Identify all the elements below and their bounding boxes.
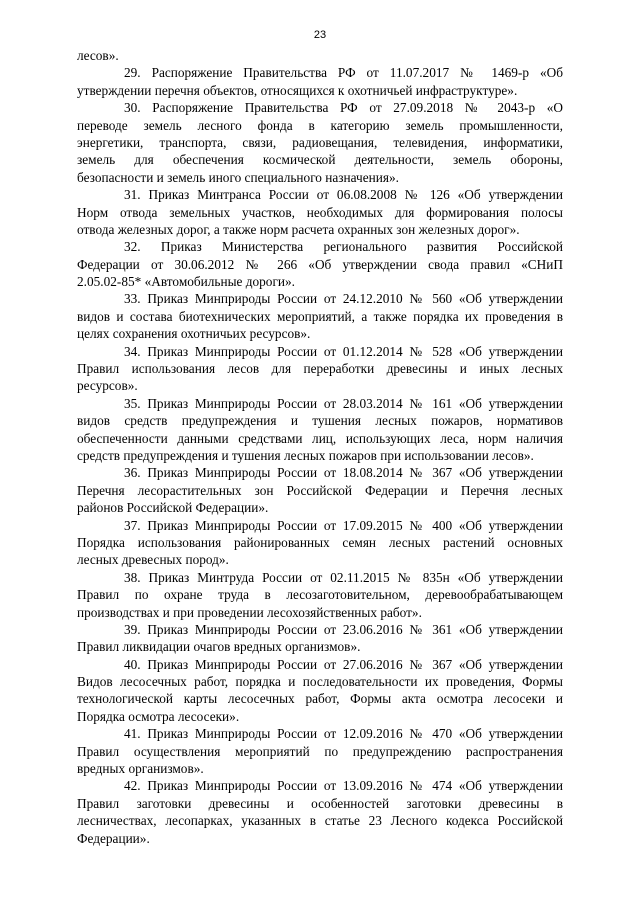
text-line: Правил ликвидации очагов вредных организмов». bbox=[77, 639, 361, 655]
text-line: безопасности и земель иного специального назначения». bbox=[77, 169, 399, 185]
text-line: 2.05.02-85* «Автомобильные дороги». bbox=[77, 274, 295, 290]
text-line: Порядка использования районированных семян лесных растений основных bbox=[77, 534, 563, 550]
text-line: 36. Приказ Минприроды России от 18.08.2014 № 367 «Об утверждении bbox=[124, 465, 563, 481]
text-line: Правил по охране труда в лесозаготовительном, деревообрабатывающем bbox=[77, 587, 563, 603]
text-line: средств предупреждения и тушения лесных пожаров при использовании лесов». bbox=[77, 447, 534, 463]
text-line: видов и состава биотехнических мероприятий, а также порядка их проведения в bbox=[77, 308, 563, 324]
text-line: 29. Распоряжение Правительства РФ от 11.07.2017 № 1469-р «Об bbox=[124, 65, 563, 81]
text-line: целях сохранения охотничьих ресурсов». bbox=[77, 326, 311, 342]
text-line: лесов». bbox=[77, 48, 119, 63]
text-line: Перечня лесорастительных зон Российской Федерации и Перечня лесных bbox=[77, 482, 563, 498]
text-line: 39. Приказ Минприроды России от 23.06.2016 № 361 «Об утверждении bbox=[124, 621, 563, 637]
text-line: 31. Приказ Минтранса России от 06.08.2008 № 126 «Об утверждении bbox=[124, 187, 563, 203]
text-line: Видов лесосечных работ, порядка и последовательности их проведения, Формы bbox=[77, 674, 563, 690]
text-line: 38. Приказ Минтруда России от 02.11.2015 № 835н «Об утверждении bbox=[124, 569, 563, 585]
text-line: отвода железных дорог, а также норм расчета охранных зон железных дорог». bbox=[77, 221, 520, 237]
text-line: Правил использования лесов для переработки древесины и иных лесных bbox=[77, 361, 563, 377]
text-line: 40. Приказ Минприроды России от 27.06.2016 № 367 «Об утверждении bbox=[124, 656, 563, 672]
text-line: лесничествах, лесопарках, указанных в статье 23 Лесного кодекса Российской bbox=[77, 813, 563, 829]
text-line: Правил заготовки древесины и особенностей заготовки древесины в bbox=[77, 795, 563, 811]
text-line: земель для обеспечения космической деятельности, земель обороны, bbox=[77, 152, 563, 168]
text-line: Норм отвода земельных участков, необходимых для формирования полосы bbox=[77, 204, 563, 220]
text-line: Федерации». bbox=[77, 830, 150, 846]
page-number: 23 bbox=[313, 29, 327, 41]
text-line: 41. Приказ Минприроды России от 12.09.2016 № 470 «Об утверждении bbox=[124, 726, 563, 742]
text-line: лесных древесных пород». bbox=[77, 552, 229, 568]
text-line: 30. Распоряжение Правительства РФ от 27.09.2018 № 2043-р «О bbox=[124, 100, 563, 116]
document-body bbox=[77, 47, 563, 847]
text-line: видов средств предупреждения и тушения лесных пожаров, нормативов bbox=[77, 413, 563, 429]
text-line: Федерации от 30.06.2012 № 266 «Об утверждении свода правил «СНиП bbox=[77, 256, 563, 272]
text-line: Порядка осмотра лесосеки». bbox=[77, 708, 240, 724]
text-line: энергетики, транспорта, связи, радиовещания, телевидения, информатики, bbox=[77, 134, 563, 150]
text-line: 33. Приказ Минприроды России от 24.12.2010 № 560 «Об утверждении bbox=[124, 291, 563, 307]
text-line: производствах и при проведении лесохозяйственных работ». bbox=[77, 604, 422, 620]
text-line: переводе земель лесного фонда в категорию земель промышленности, bbox=[77, 117, 563, 133]
text-line: районов Российской Федерации». bbox=[77, 500, 269, 516]
text-line: 42. Приказ Минприроды России от 13.09.2016 № 474 «Об утверждении bbox=[124, 778, 563, 794]
text-line: обеспеченности данными средствами лиц, использующих леса, норм наличия bbox=[77, 430, 563, 446]
text-line: ресурсов». bbox=[77, 378, 138, 394]
text-line: 34. Приказ Минприроды России от 01.12.2014 № 528 «Об утверждении bbox=[124, 343, 563, 359]
text-line: технологической карты лесосечных работ, Формы акта осмотра лесосеки и bbox=[77, 691, 563, 707]
text-line: утверждении перечня объектов, относящихся к охотничьей инфраструктуре». bbox=[77, 82, 518, 98]
text-line: 37. Приказ Минприроды России от 17.09.2015 № 400 «Об утверждении bbox=[124, 517, 563, 533]
text-line: вредных организмов». bbox=[77, 761, 204, 777]
text-line: 35. Приказ Минприроды России от 28.03.2014 № 161 «Об утверждении bbox=[124, 395, 563, 411]
text-line: Правил осуществления мероприятий по предупреждению распространения bbox=[77, 743, 563, 759]
text-line: 32. Приказ Министерства регионального развития Российской bbox=[124, 239, 563, 255]
